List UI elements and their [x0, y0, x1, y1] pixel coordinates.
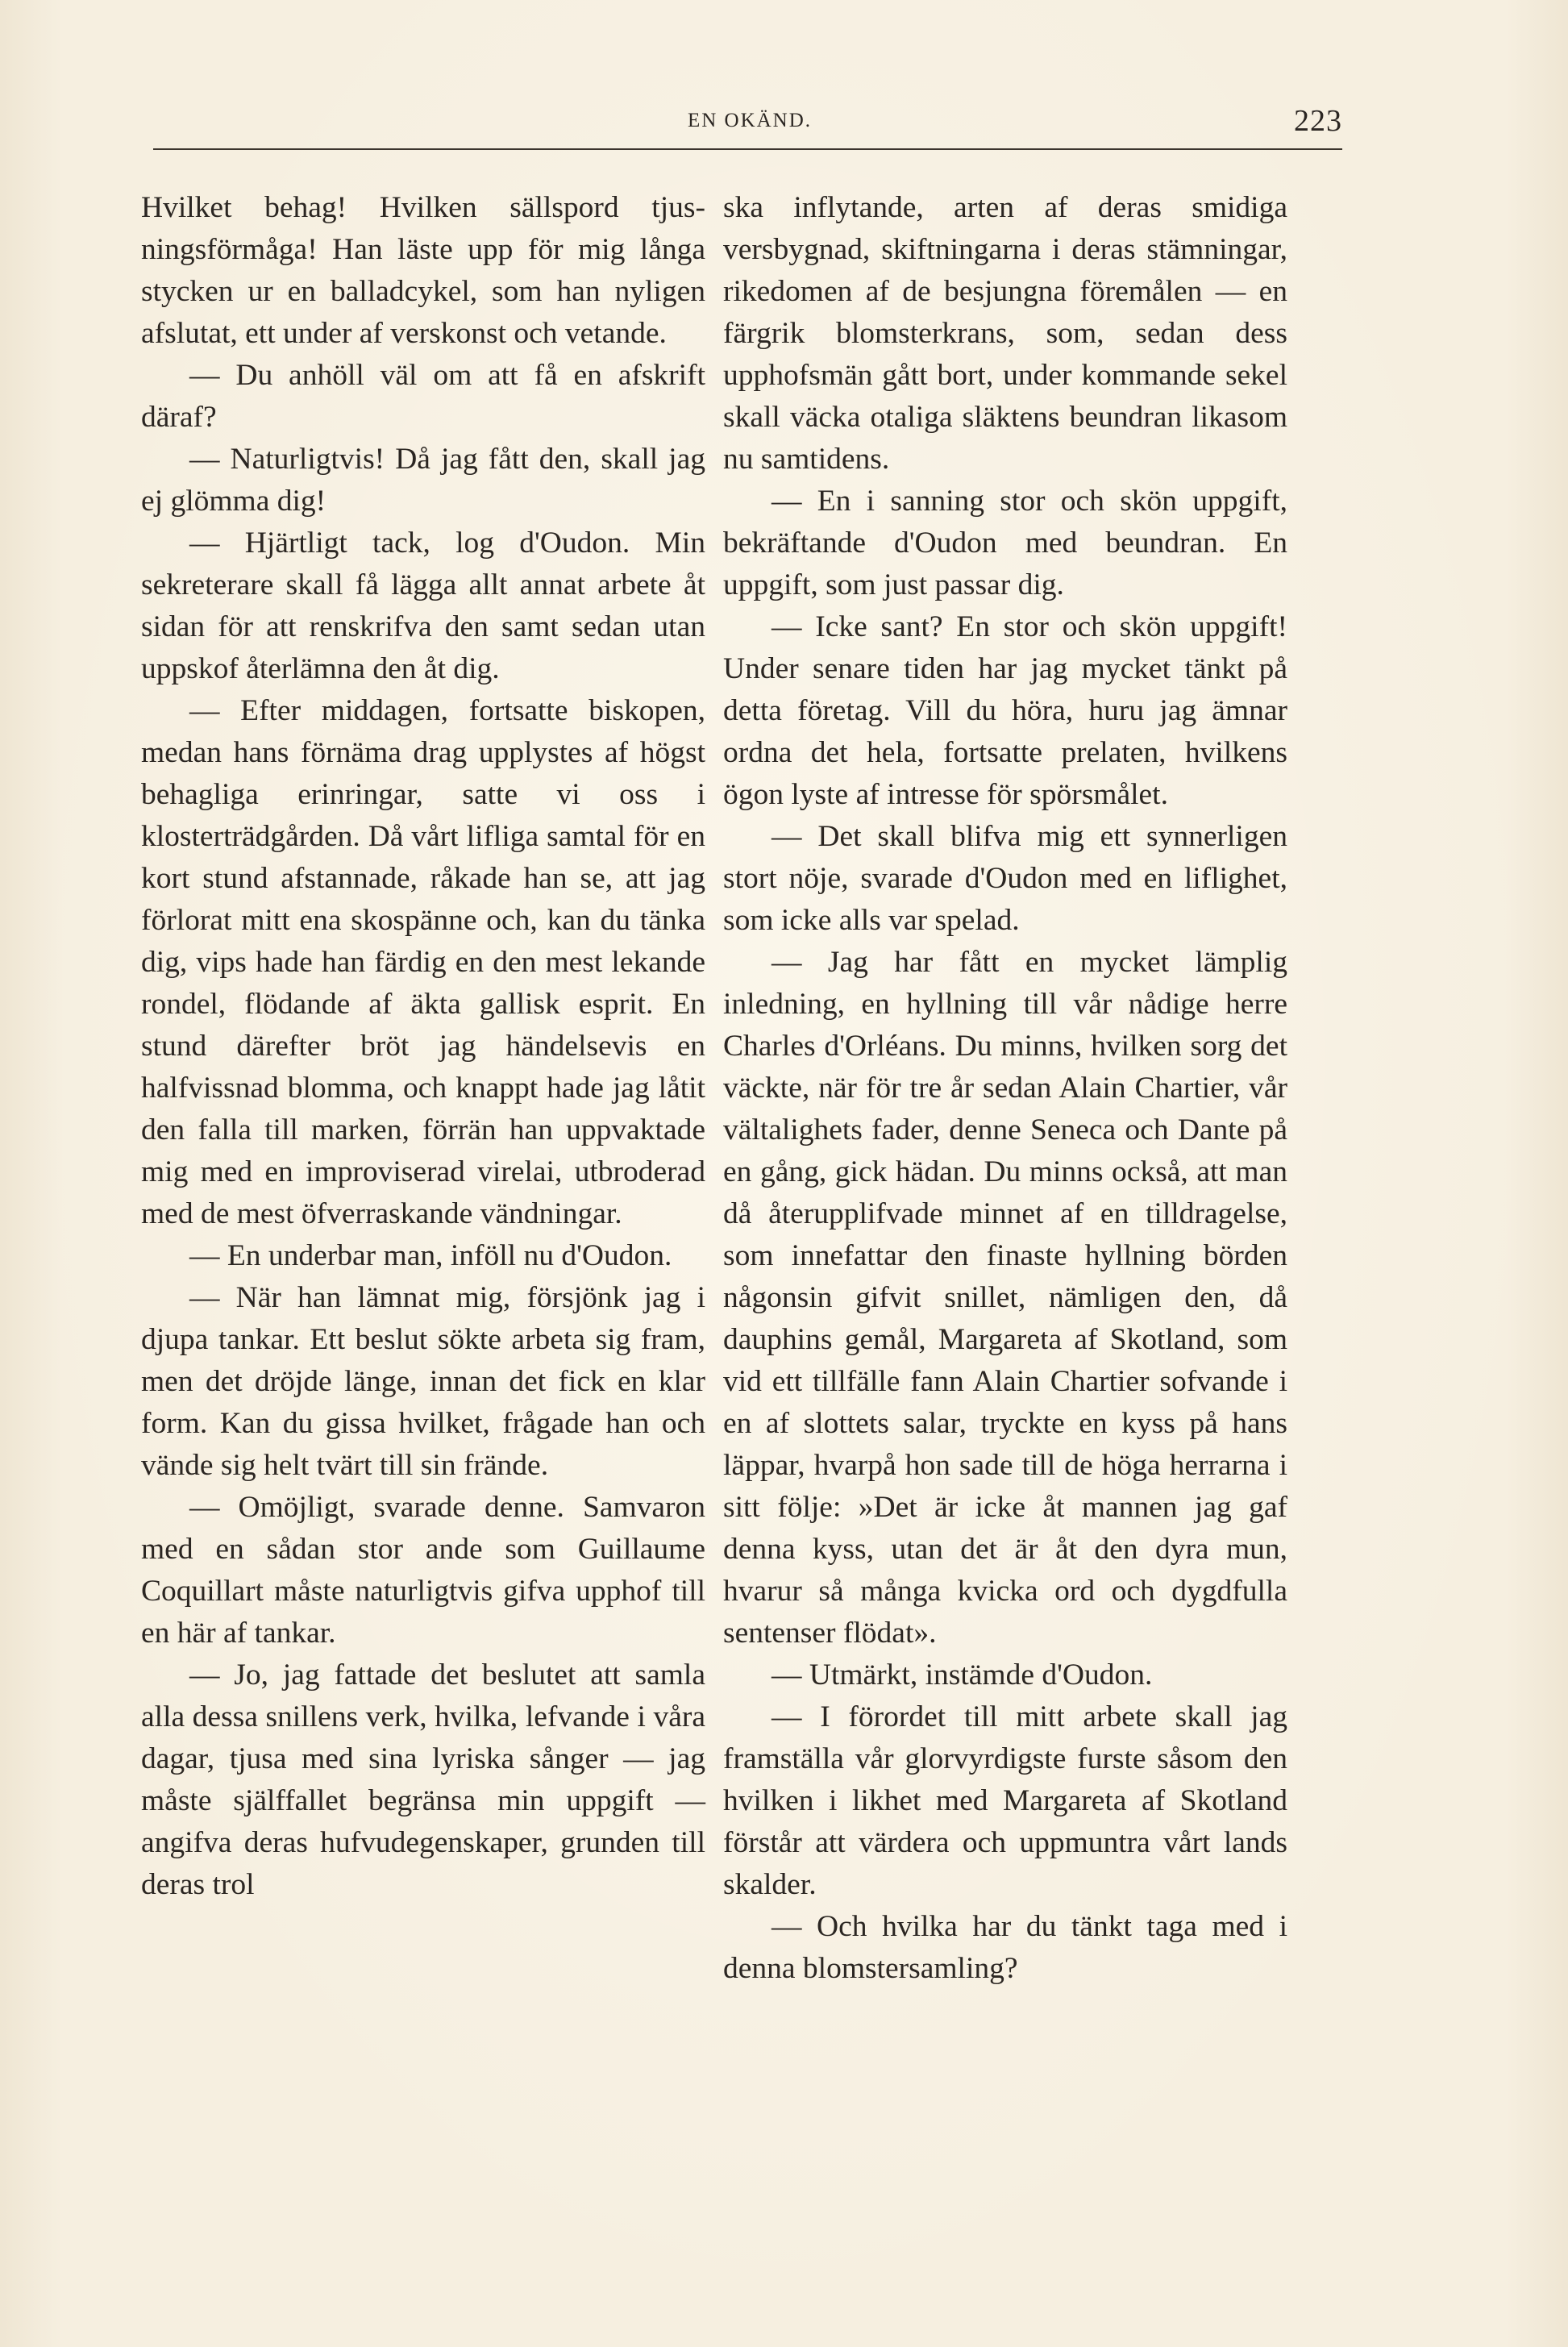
paragraph: ska inflytande, arten af deras smidiga versbygnad, skiftningarna i deras stämningar, rikedomen af de besjungna föremålen — en färgrik blomsterkrans, som, sedan dess upphofsmän gått bort, under kommande sekel skall väcka otaliga släktens beundran likasom nu samtidens. [723, 191, 1287, 476]
paragraph: — Det skall blifva mig ett synnerligen stort nöje, svarade d'Oudon med en liflighet, som icke alls var spelad. [723, 820, 1287, 937]
running-head: EN OKÄND. [687, 110, 813, 131]
paragraph: — En underbar man, inföll nu d'Oudon. [189, 1239, 672, 1272]
paragraph: — Jag har fått en mycket lämplig inledning, en hyllning till vår nådige herre Charles d'Orléans. Du minns, hvilken sorg det väckte, när för tre år sedan Alain Chartier, vår vältalighets fader, denne Seneca och Dante på en gång, gick hädan. Du minns också, att man då återupplifvade minnet af en tilldragelse, som innefattar den finaste hyllning börden någonsin gifvit snillet, nämligen den, då dauphins gemål, Margareta af Skotland, som vid ett tillfälle fann Alain Chartier sofvande i en af slottets salar, tryckte en kyss på hans läppar, hvarpå hon sade till de höga herrarna i sitt följe: »Det är icke åt mannen jag gaf denna kyss, utan det är åt den dyra mun, hvarur så många kvicka ord och dygdfulla sentenser flödat». [723, 946, 1287, 1650]
header-rule [153, 148, 1342, 150]
left-column [141, 187, 705, 1906]
paragraph: — Du anhöll väl om att få en afskrift däraf? [141, 359, 705, 434]
paragraph: Hvilket behag! Hvilken sällspord tjusningsförmåga! Han läste upp för mig långa stycken ur en balladcykel, som han nyligen afslutat, ett under af verskonst och vetande. [141, 191, 705, 350]
paragraph: — En i sanning stor och skön uppgift, bekräftande d'Oudon med beundran. En uppgift, som just passar dig. [723, 485, 1287, 601]
paragraph: — I förordet till mitt arbete skall jag framställa vår glorvyrdigste furste såsom den hvilken i likhet med Margareta af Skotland förstår att värdera och uppmuntra vårt lands skalder. [723, 1700, 1287, 1901]
paragraph: — Omöjligt, svarade denne. Samvaron med en sådan stor ande som Guillaume Coquillart måste naturligtvis gifva upphof till en här af tankar. [141, 1491, 705, 1650]
right-column [723, 187, 1287, 1990]
paragraph: — Jo, jag fattade det beslutet att samla alla dessa snillens verk, hvilka, lefvande i våra dagar, tjusa med sina lyriska sånger — jag måste själffallet begränsa min uppgift — angifva deras hufvudegenskaper, grunden till deras trol [141, 1658, 705, 1901]
paragraph: — Utmärkt, instämde d'Oudon. [772, 1658, 1153, 1692]
page-header [157, 103, 1342, 144]
paragraph: — Efter middagen, fortsatte biskopen, medan hans förnäma drag upplystes af högst behagliga erinringar, satte vi oss i klosterträdgården. Då vårt lifliga samtal för en kort stund afstannade, råkade han se, att jag förlorat mitt ena skospänne och, kan du tänka dig, vips hade han färdig en den mest lekande rondel, flödande af äkta gallisk esprit. En stund därefter bröt jag händelsevis en halfvissnad blomma, och knappt hade jag låtit den falla till marken, förrän han uppvaktade mig med en improviserad virelai, utbroderad med de mest öfverraskande vändningar. [141, 694, 705, 1230]
paragraph: — Och hvilka har du tänkt taga med i denna blomstersamling? [723, 1910, 1287, 1985]
paragraph: — När han lämnat mig, försjönk jag i djupa tankar. Ett beslut sökte arbeta sig fram, men det dröjde länge, innan det fick en klar form. Kan du gissa hvilket, frågade han och vände sig helt tvärt till sin frände. [141, 1281, 705, 1482]
page-number: 223 [1294, 104, 1342, 138]
paragraph: — Hjärtligt tack, log d'Oudon. Min sekreterare skall få lägga allt annat arbete åt sidan för att renskrifva den samt sedan utan uppskof återlämna den åt dig. [141, 526, 705, 685]
paragraph: — Icke sant? En stor och skön uppgift! Under senare tiden har jag mycket tänkt på detta företag. Vill du höra, huru jag ämnar ordna det hela, fortsatte prelaten, hvilkens ögon lyste af intresse för spörsmålet. [723, 610, 1287, 811]
paragraph: — Naturligtvis! Då jag fått den, skall jag ej glömma dig! [141, 443, 705, 518]
